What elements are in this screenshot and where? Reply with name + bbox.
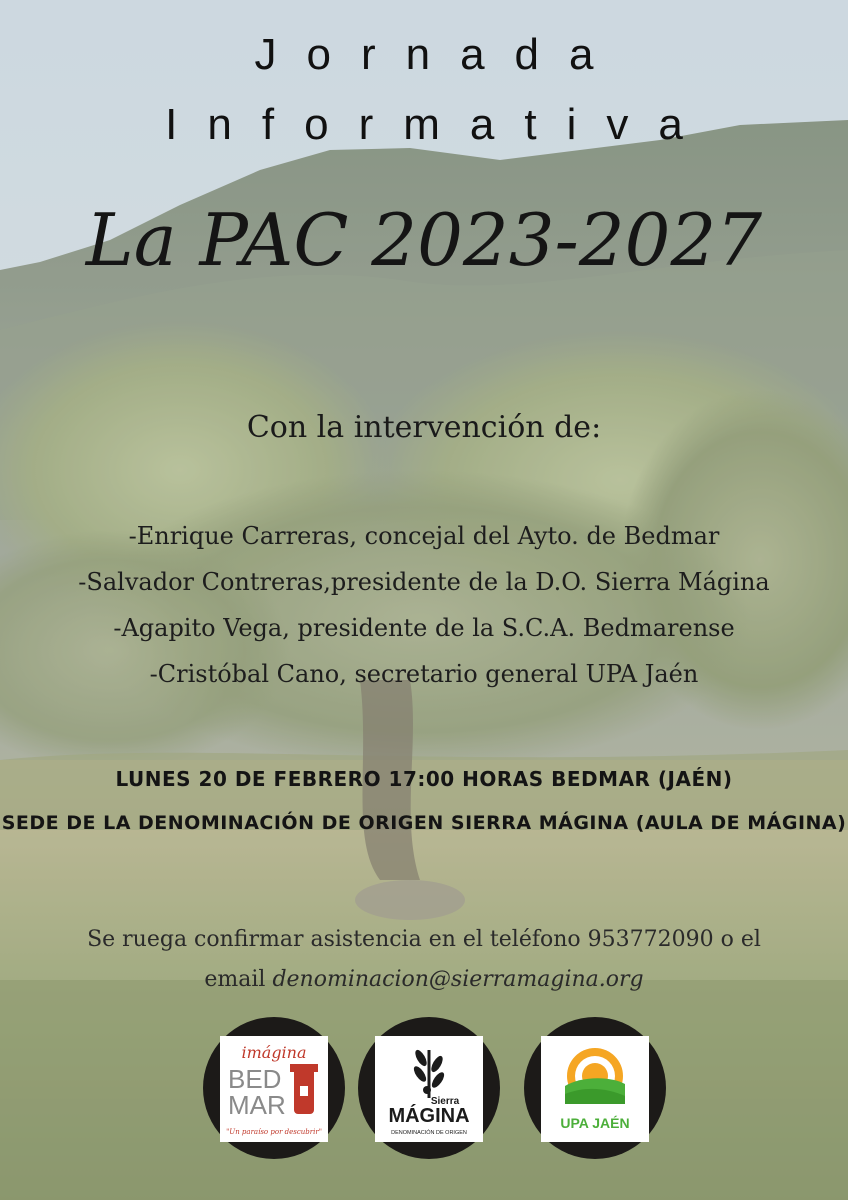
bedmar-logo-line1: BED [228, 1064, 282, 1094]
upa-sun-field-icon [541, 1036, 649, 1142]
bedmar-logo-icon [220, 1036, 328, 1142]
heading-jornada: Jornada [254, 30, 624, 79]
rsvp-phone-line: Se ruega confirmar asistencia en el teléfono 953772090 o el [87, 927, 761, 952]
logo-bedmar [203, 1017, 345, 1159]
upa-logo-label: UPA JAÉN [560, 1115, 630, 1131]
logo-upa-jaen [524, 1017, 666, 1159]
heading-informativa: Informativa [165, 100, 713, 149]
bedmar-logo-top: imágina [241, 1043, 307, 1062]
rsvp-text [0, 920, 848, 1000]
logo-bedmar-card [220, 1036, 328, 1142]
page-title: La PAC 2023-2027 [85, 198, 763, 282]
speakers-heading: Con la intervención de: [246, 410, 602, 445]
speaker-item: -Enrique Carreras, concejal del Ayto. de Bedmar [128, 522, 720, 550]
speaker-item: -Cristóbal Cano, secretario general UPA Jaén [149, 660, 699, 688]
sierra-logo-name: MÁGINA [388, 1105, 470, 1127]
bedmar-logo-line2: MAR [228, 1090, 286, 1120]
logo-upa-card [541, 1036, 649, 1142]
bedmar-logo-slogan: "Un paraíso por descubrir" [226, 1128, 322, 1136]
event-venue: SEDE DE LA DENOMINACIÓN DE ORIGEN SIERRA MÁGINA (AULA DE MÁGINA) [1, 812, 847, 834]
sierra-logo-small: Sierra [430, 1096, 460, 1107]
sierra-logo-sub: DENOMINACIÓN DE ORIGEN [391, 1130, 467, 1136]
speaker-item: -Agapito Vega, presidente de la S.C.A. Bedmarense [113, 614, 735, 642]
speaker-item: -Salvador Contreras,presidente de la D.O. Sierra Mágina [78, 568, 770, 596]
logo-sierra-magina [358, 1017, 500, 1159]
speakers-list [0, 513, 848, 697]
event-date-time: LUNES 20 DE FEBRERO 17:00 HORAS BEDMAR (JAÉN) [115, 767, 733, 791]
rsvp-email-link[interactable]: denominacion@sierramagina.org [272, 967, 644, 992]
olive-branch-icon [375, 1036, 483, 1142]
logo-sierra-card [375, 1036, 483, 1142]
rsvp-email-line [0, 960, 848, 1000]
rsvp-email-prefix: email [204, 967, 266, 992]
